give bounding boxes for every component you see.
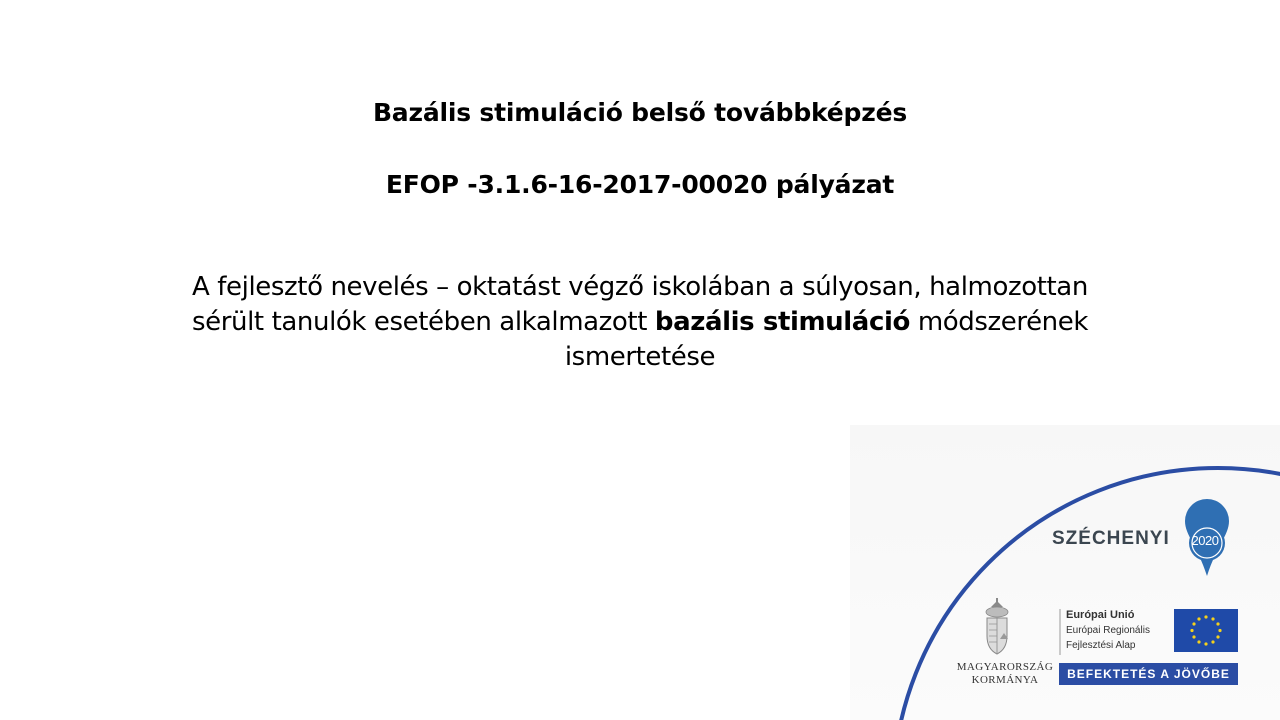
slide-title: Bazális stimuláció belső továbbképzés (372, 98, 908, 127)
investment-banner: BEFEKTETÉS A JÖVŐBE (1059, 663, 1238, 685)
hungarian-coat-of-arms-icon (986, 598, 1008, 654)
eu-fund-label-line-1: Európai Regionális (1066, 625, 1150, 636)
slide-body-text (160, 270, 1120, 375)
szechenyi-year-text: 2020 (1191, 533, 1219, 548)
szechenyi-logo-text: SZÉCHENYI (1052, 528, 1170, 549)
eu-flag-icon (1174, 609, 1238, 652)
body-text-part-2: módszerének ismertetése (564, 307, 1088, 372)
body-text-bold: bazális stimuláció (654, 307, 910, 337)
eu-fund-label-line-2: Fejlesztési Alap (1066, 640, 1136, 651)
government-name-line-1: MAGYARORSZÁG (956, 661, 1054, 673)
slide-subtitle: EFOP -3.1.6-16-2017-00020 pályázat (385, 170, 895, 199)
eu-union-label: Európai Unió (1066, 609, 1135, 621)
government-name-line-2: KORMÁNYA (971, 674, 1039, 686)
body-text-part-1: A fejlesztő nevelés – oktatást végző iskolában a súlyosan, halmozottan sérült tanulók esetében alkalmazott (192, 272, 1088, 337)
